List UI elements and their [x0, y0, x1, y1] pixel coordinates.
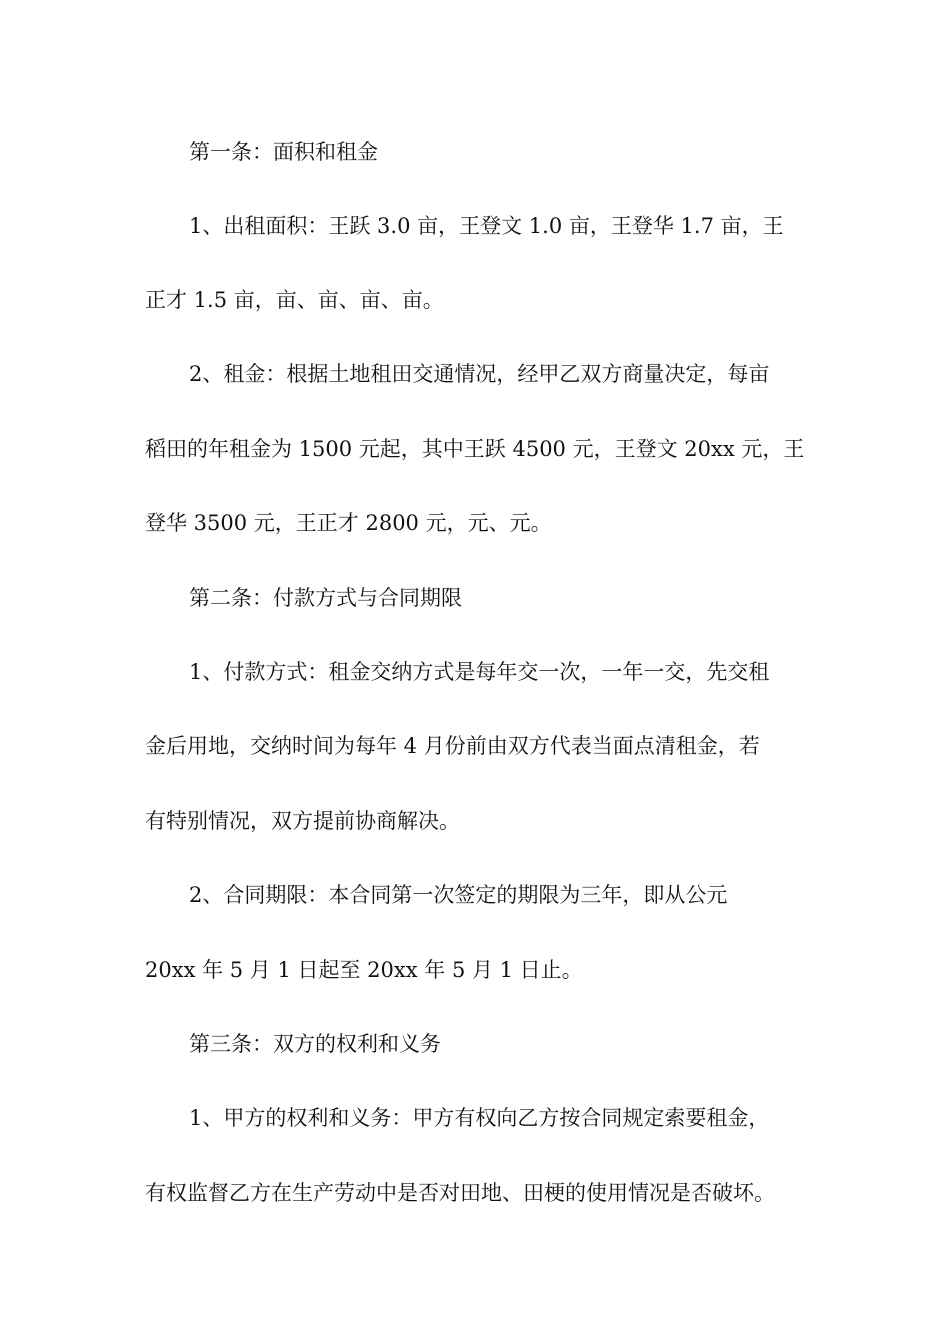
paragraph-line: 1、出租面积：王跃 3.0 亩，王登文 1.0 亩，王登华 1.7 亩，王 — [189, 214, 784, 238]
paragraph-line: 正才 1.5 亩，亩、亩、亩、亩。 — [145, 288, 444, 312]
article-1-heading: 第一条：面积和租金 — [189, 140, 378, 164]
paragraph-line: 2、合同期限：本合同第一次签定的期限为三年，即从公元 — [189, 883, 728, 907]
paragraph-line: 1、甲方的权利和义务：甲方有权向乙方按合同规定索要租金， — [189, 1106, 770, 1130]
paragraph-line: 2、租金：根据土地租田交通情况，经甲乙双方商量决定，每亩 — [189, 362, 770, 386]
article-2-heading: 第二条：付款方式与合同期限 — [189, 586, 462, 610]
paragraph-line: 金后用地，交纳时间为每年 4 月份前由双方代表当面点清租金，若 — [145, 734, 760, 758]
paragraph-line: 有特别情况，双方提前协商解决。 — [145, 809, 460, 833]
paragraph-line: 稻田的年租金为 1500 元起，其中王跃 4500 元，王登文 20xx 元，王 — [145, 437, 805, 461]
paragraph-line: 1、付款方式：租金交纳方式是每年交一次，一年一交，先交租 — [189, 660, 770, 684]
article-3-heading: 第三条：双方的权利和义务 — [189, 1032, 441, 1056]
paragraph-line: 有权监督乙方在生产劳动中是否对田地、田梗的使用情况是否破坏。 — [145, 1181, 775, 1205]
paragraph-line: 20xx 年 5 月 1 日起至 20xx 年 5 月 1 日止。 — [145, 958, 583, 982]
paragraph-line: 登华 3500 元，王正才 2800 元，元、元。 — [145, 511, 552, 535]
